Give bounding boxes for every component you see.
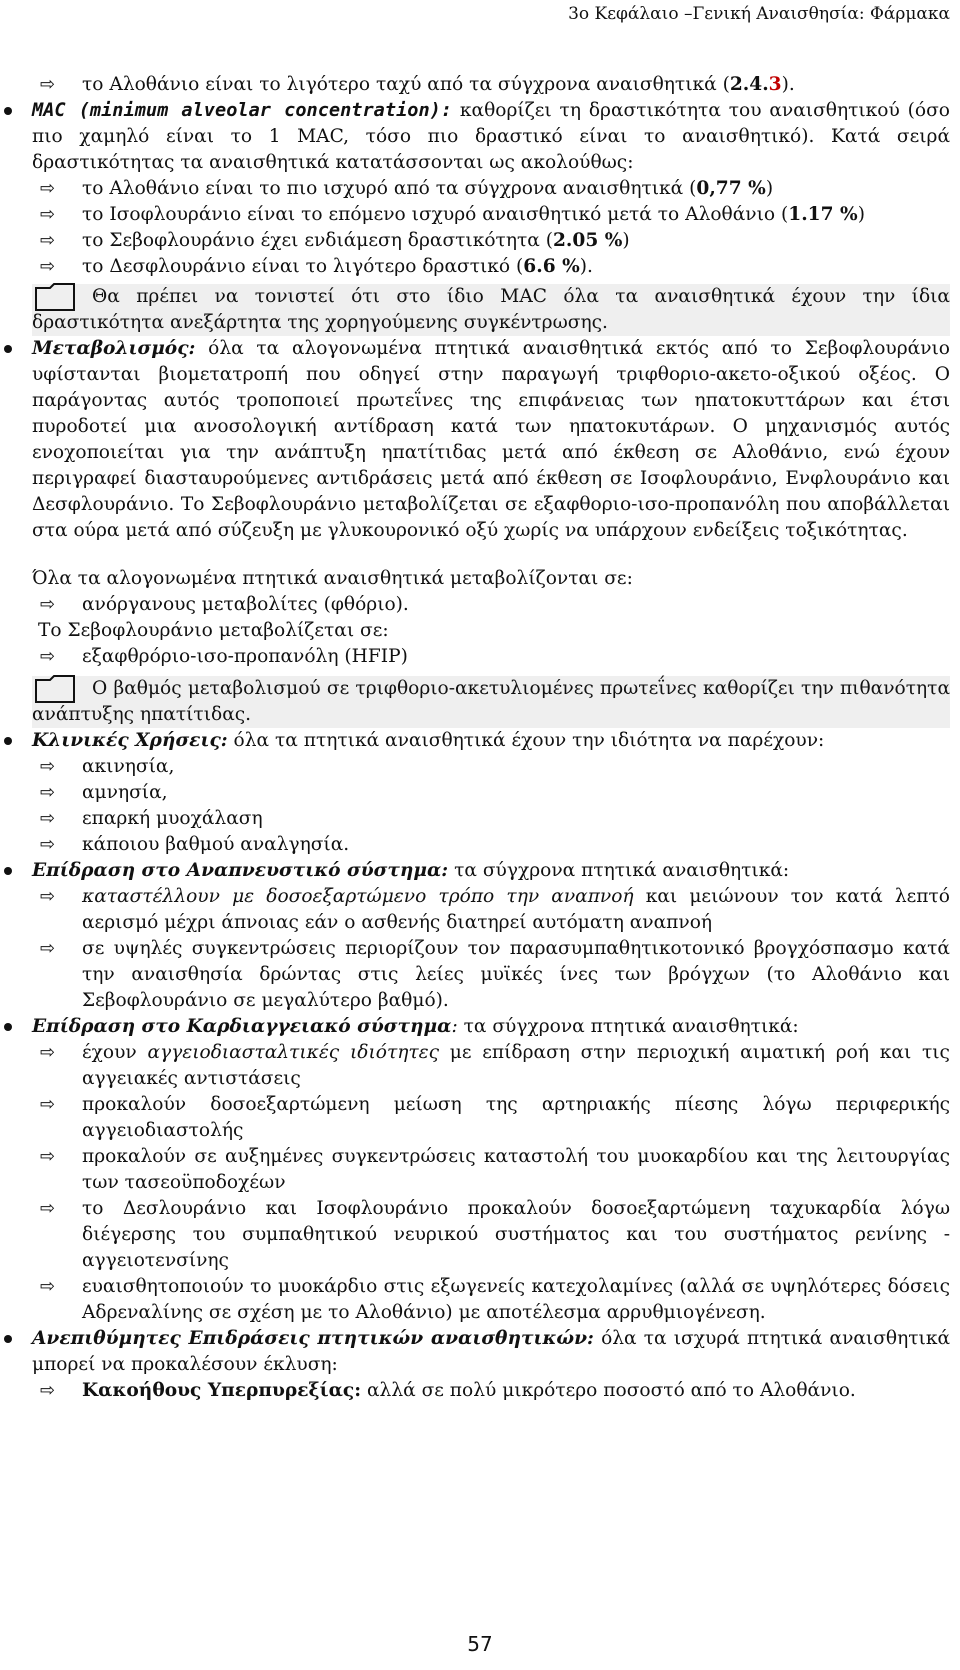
list-item: ⇨ το Αλοθάνιο είναι το λιγότερο ταχύ από τα σύγχρονα αναισθητικά (2.4.3). <box>32 72 950 98</box>
arrow-icon: ⇨ <box>40 938 56 959</box>
metabolism-term: Μεταβολισμός: <box>32 338 196 359</box>
arrow-icon: ⇨ <box>40 1276 56 1297</box>
section-ref: 2.4. <box>729 74 769 95</box>
mac-term: MAC (minimum alveolar concentration): <box>32 100 453 121</box>
section-ref-red: 3 <box>768 74 782 95</box>
arrow-icon: ⇨ <box>40 1042 56 1063</box>
bullet-icon <box>4 1023 12 1031</box>
bullet-icon <box>4 1335 12 1343</box>
list-item: ⇨ το Δεσφλουράνιο είναι το λιγότερο δραστικό (6.6 %). <box>32 254 950 280</box>
arrow-icon: ⇨ <box>40 204 56 225</box>
folder-note-icon <box>34 674 80 704</box>
metabolism-all-line: Όλα τα αλογονωμένα πτητικά αναισθητικά μεταβολίζονται σε: <box>32 568 633 589</box>
clinical-paragraph: Κλινικές Χρήσεις: όλα τα πτητικά αναισθητικά έχουν την ιδιότητα να παρέχουν: <box>32 728 950 754</box>
list-item: ⇨ Κακοήθους Υπερπυρεξίας: αλλά σε πολύ μικρότερο ποσοστό από το Αλοθάνιο. <box>32 1378 950 1404</box>
bullet-icon <box>4 107 12 115</box>
respiratory-paragraph: Επίδραση στο Αναπνευστικό σύστημα: τα σύγχρονα πτητικά αναισθητικά: <box>32 858 950 884</box>
arrow-icon: ⇨ <box>40 1198 56 1219</box>
arrow-icon: ⇨ <box>40 178 56 199</box>
arrow-icon: ⇨ <box>40 1380 56 1401</box>
mac-paragraph: MAC (minimum alveolar concentration): καθορίζει τη δραστικότητα του αναισθητικού (όσο πιο χαμηλό είναι το 1 MAC, τόσο πιο δραστικό είναι το αναισθητικό). Κατά σειρά δραστικότητας τα αναισθητικά κατατάσσονται ως ακολούθως: <box>32 98 950 176</box>
list-item: ⇨ καταστέλλουν με δοσοεξαρτώμενο τρόπο την αναπνοή και μειώνουν τον κατά λεπτό αερισμό μέχρι άπνοιας εάν ο ασθενής διατηρεί αυτόματη αναπνοή <box>40 886 951 933</box>
arrow-icon: ⇨ <box>40 808 56 829</box>
list-item: ⇨ το Αλοθάνιο είναι το πιο ισχυρό από τα σύγχρονα αναισθητικά (0,77 %) <box>32 176 950 202</box>
running-header: 3ο Κεφάλαιο –Γενική Αναισθησία: Φάρμακα <box>568 4 950 24</box>
clinical-term: Κλινικές Χρήσεις: <box>32 730 228 751</box>
metabolism-sevo-line: Το Σεβοφλουράνιο μεταβολίζεται σε: <box>38 620 389 641</box>
arrow-icon: ⇨ <box>40 74 56 95</box>
arrow-icon: ⇨ <box>40 756 56 777</box>
folder-note-icon <box>34 282 80 312</box>
page-number: 57 <box>467 1632 493 1656</box>
cardio-paragraph: Επίδραση στο Καρδιαγγειακό σύστημα: τα σύγχρονα πτητικά αναισθητικά: <box>32 1014 950 1040</box>
arrow-icon: ⇨ <box>40 886 56 907</box>
list-item: ⇨ το Δεσλουράνιο και Ισοφλουράνιο προκαλούν δοσοεξαρτώμενη ταχυκαρδία λόγω διέγερσης του συμπαθητικού νευρικού συστήματος και του συστήματος ρενίνης - αγγειοτενσίνης <box>40 1198 950 1271</box>
list-item: ⇨ προκαλούν δοσοεξαρτώμενη μείωση της αρτηριακής πίεσης λόγω περιφερικής αγγειοδιαστολής <box>40 1094 950 1141</box>
list-item: ⇨ το Σεβοφλουράνιο έχει ενδιάμεση δραστικότητα (2.05 %) <box>32 228 950 254</box>
bullet-icon <box>4 737 12 745</box>
list-item: ⇨ αμνησία, <box>32 780 950 806</box>
arrow-icon: ⇨ <box>40 782 56 803</box>
arrow-icon: ⇨ <box>40 256 56 277</box>
list-item: ⇨ κάποιου βαθμού αναλγησία. <box>32 832 950 858</box>
list-item: ⇨ έχουν αγγειοδιασταλτικές ιδιότητες με επίδραση στην περιοχική αιματική ροή και τις αγγειακές αντιστάσεις <box>40 1042 950 1089</box>
cardio-term: Επίδραση στο Καρδιαγγειακό σύστημα <box>32 1016 452 1037</box>
bullet-icon <box>4 345 12 353</box>
list-item: ⇨ ακινησία, <box>32 754 950 780</box>
bullet-icon <box>4 867 12 875</box>
list-item: ⇨ εξαφθρόριο-ισο-προπανόλη (HFIP) <box>32 644 950 670</box>
page-body <box>32 72 950 1404</box>
list-item: ⇨ ευαισθητοποιούν το μυοκάρδιο στις εξωγενείς κατεχολαμίνες (αλλά σε υψηλότερες δόσεις Αδρεναλίνης σε σχέση με το Αλοθάνιο) με αποτέλεσμα αρρυθμιογένεση. <box>40 1276 950 1323</box>
list-item: ⇨ το Ισοφλουράνιο είναι το επόμενο ισχυρό αναισθητικό μετά το Αλοθάνιο (1.17 %) <box>32 202 950 228</box>
arrow-icon: ⇨ <box>40 646 56 667</box>
arrow-icon: ⇨ <box>40 1146 56 1167</box>
note-box: Θα πρέπει να τονιστεί ότι στο ίδιο MAC όλα τα αναισθητικά έχουν την ίδια δραστικότητα ανεξάρτητα της χορηγούμενης συγκέντρωσης. <box>32 284 950 336</box>
note-box: Ο βαθμός μεταβολισμού σε τριφθοριο-ακετυλιομένες πρωτεΐνες καθορίζει την πιθανότητα ανάπτυξης ηπατίτιδας. <box>32 676 950 728</box>
arrow-icon: ⇨ <box>40 1094 56 1115</box>
arrow-icon: ⇨ <box>40 834 56 855</box>
respiratory-term: Επίδραση στο Αναπνευστικό σύστημα: <box>32 860 449 881</box>
arrow-icon: ⇨ <box>40 594 56 615</box>
adverse-term: Ανεπιθύμητες Επιδράσεις πτητικών αναισθητικών: <box>32 1328 594 1349</box>
metabolism-paragraph: Μεταβολισμός: όλα τα αλογονωμένα πτητικά αναισθητικά εκτός από το Σεβοφλουράνιο υφίστανται βιομετατροπή που οδηγεί στην παραγωγή τριφθοριο-ακετο-οξικού οξέος. Ο παράγοντας αυτός τροποποιεί πρωτεΐνες της επιφάνειας των ηπατοκυττάρων και έτσι πυροδοτεί μια ανοσολογική αντίδραση κατά των ηπατοκυτάρων. Ο μηχανισμός αυτός ενοχοποιείται για την ανάπτυξη ηπατίτιδας μετά από έκθεση σε Αλοθάνιο, ενώ έχουν περιγραφεί διασταυρούμενες αντιδράσεις μετά από έκθεση σε Ισοφλουράνιο, Ενφλουράνιο και Δεσφλουράνιο. Το Σεβοφλουράνιο μεταβολίζεται σε εξαφθοριο-ισο-προπανόλη που αποβάλλεται στα ούρα μετά από σύζευξη με γλυκουρονικό οξύ χωρίς να υπάρχουν ενδείξεις τοξικότητας. <box>32 336 950 544</box>
adverse-paragraph: Ανεπιθύμητες Επιδράσεις πτητικών αναισθητικών: όλα τα ισχυρά πτητικά αναισθητικά μπορεί να προκαλέσουν έκλυση: <box>32 1326 950 1378</box>
arrow-icon: ⇨ <box>40 230 56 251</box>
list-item: ⇨ σε υψηλές συγκεντρώσεις περιορίζουν τον παρασυμπαθητικοτονικό βρογχόσπασμο κατά την αναισθησία δρώντας στις λείες μυϊκές ίνες των βρόγχων (το Αλοθάνιο και Σεβοφλουράνιο σε μεγαλύτερο βαθμό). <box>40 938 950 1011</box>
list-item: ⇨ επαρκή μυοχάλαση <box>32 806 950 832</box>
list-item: ⇨ ανόργανους μεταβολίτες (φθόριο). <box>32 592 950 618</box>
list-item: ⇨ προκαλούν σε αυξημένες συγκεντρώσεις καταστολή του μυοκαρδίου και της λειτουργίας των τασεοϋποδοχέων <box>40 1146 950 1193</box>
